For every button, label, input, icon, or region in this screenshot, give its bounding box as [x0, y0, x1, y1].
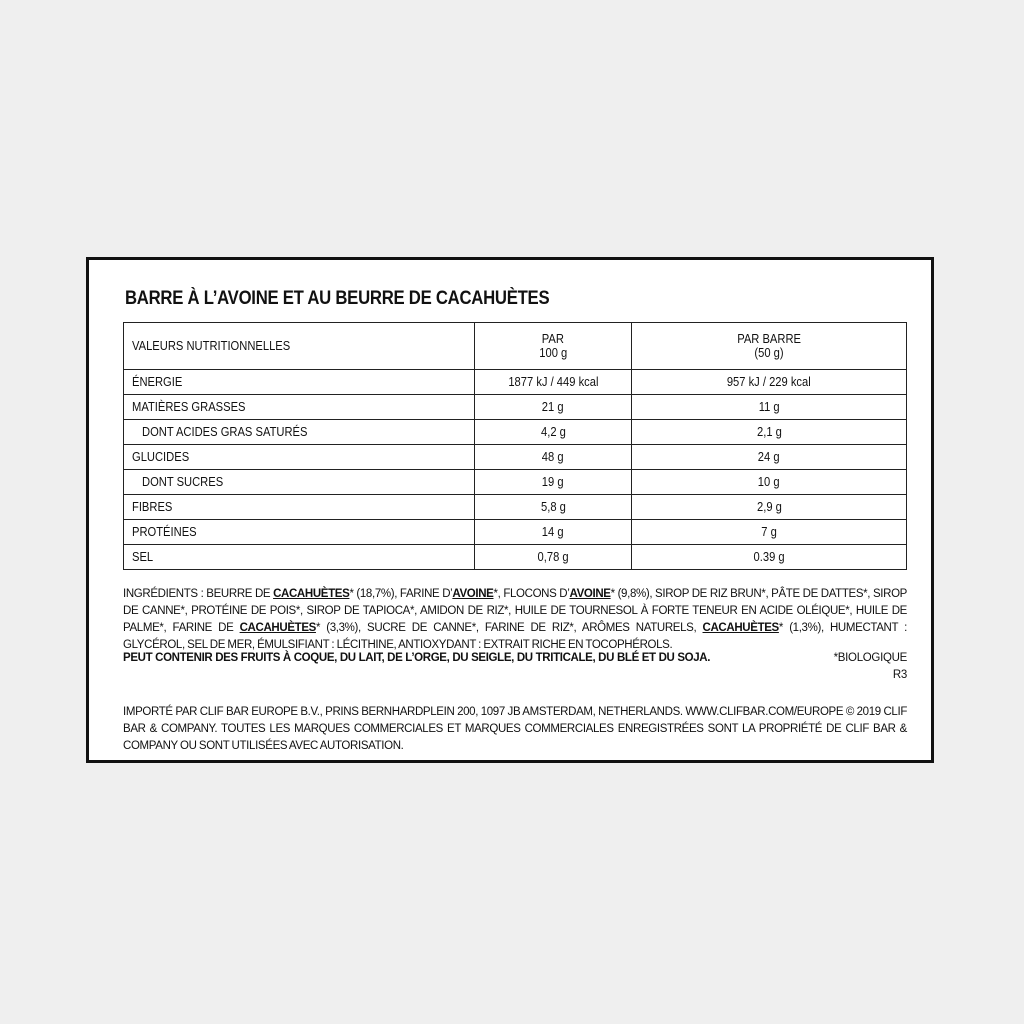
value-per-100g: 0,78 g [537, 549, 569, 564]
value-per-100g: 21 g [542, 399, 564, 414]
row-per100-energy [475, 370, 632, 395]
row-per100-sugars [475, 470, 632, 495]
row-name-salt [124, 545, 475, 570]
row-perbar-carbs [632, 445, 907, 470]
ingredients-part: *, FLOCONS D’ [493, 588, 570, 600]
ingredients-part: * (18,7%), FARINE D’ [349, 588, 453, 600]
table-row [124, 545, 907, 570]
ingredients-part: * (3,3%), SUCRE DE CANNE*, FARINE DE RIZ*, ARÔMES NATURELS, [315, 622, 703, 634]
value-per-bar: 0.39 g [753, 549, 785, 564]
header-per-bar-line1: PAR BARRE [737, 331, 801, 346]
ingredients-part: * (9,8%), SIROP DE RIZ BRUN*, PÂTE DE DATTES*, SIROP DE CANNE*, PROTÉINE DE POIS*, SIROP DE TAPIOCA*, AMIDON DE RIZ*, HUILE DE TOURNESOL À FORTE TENEUR EN ACIDE OLÉIQUE*, HUILE DE PALME*, FARINE DE [123, 588, 907, 634]
row-name-fat [124, 395, 475, 420]
ingredients-part: * (1,3%), HUMECTANT : GLYCÉROL, SEL DE MER, ÉMULSIFIANT : LÉCITHINE, ANTIOXYDANT : EXTRAIT RICHE EN TOCOPHÉROLS. [123, 622, 907, 651]
organic-note-block [834, 650, 907, 684]
row-per100-salt [475, 545, 632, 570]
allergen-highlight: CACAHUÈTES [702, 622, 779, 634]
ingredients-part: INGRÉDIENTS : BEURRE DE [123, 588, 274, 600]
importer-notice: IMPORTÉ PAR CLIF BAR EUROPE B.V., PRINS BERNHARDPLEIN 200, 1097 JB AMSTERDAM, NETHERLANDS. WWW.CLIFBAR.COM/EUROPE © 2019 CLIF BAR & COMPANY. TOUTES LES MARQUES COMMERCIALES ET MARQUES COMMERCIALES ENREGISTRÉES SONT LA PROPRIÉTÉ DE CLIF BAR & COMPANY OU SONT UTILISÉES AVEC AUTORISATION. [123, 706, 907, 752]
row-perbar-energy [632, 370, 907, 395]
table-row [124, 445, 907, 470]
table-header-row [124, 323, 907, 370]
nutrient-name: DONT SUCRES [142, 474, 224, 489]
row-name-protein [124, 520, 475, 545]
product-title: BARRE À L’AVOINE ET AU BEURRE DE CACAHUÈTES [125, 288, 550, 309]
value-per-bar: 11 g [758, 399, 780, 414]
nutrient-name: SEL [132, 549, 154, 564]
value-per-100g: 19 g [542, 474, 564, 489]
table-row [124, 470, 907, 495]
nutrient-name: DONT ACIDES GRAS SATURÉS [142, 424, 308, 439]
nutrition-label [86, 257, 934, 763]
nutrient-name: ÉNERGIE [132, 374, 183, 389]
table-row [124, 495, 907, 520]
table-row [124, 370, 907, 395]
header-per-100g [475, 323, 632, 370]
header-nutrition-values [124, 323, 475, 370]
ingredients-list [123, 586, 907, 654]
nutrient-name: FIBRES [132, 499, 173, 514]
row-per100-carbs [475, 445, 632, 470]
nutrient-name: GLUCIDES [132, 449, 190, 464]
value-per-100g: 48 g [542, 449, 564, 464]
allergen-highlight: CACAHUÈTES [273, 588, 350, 600]
value-per-bar: 957 kJ / 229 kcal [727, 374, 811, 389]
header-per-100g-line1: PAR [541, 331, 565, 346]
value-per-bar: 2,1 g [756, 424, 782, 439]
value-per-bar: 2,9 g [756, 499, 782, 514]
row-name-sugars [124, 470, 475, 495]
row-name-energy [124, 370, 475, 395]
value-per-bar: 24 g [758, 449, 780, 464]
header-per-bar [632, 323, 907, 370]
ingredients-text [123, 586, 907, 654]
header-nutrition-values-label: VALEURS NUTRITIONNELLES [132, 338, 291, 353]
value-per-100g: 5,8 g [540, 499, 566, 514]
allergen-highlight: AVOINE [452, 588, 494, 600]
row-perbar-fat [632, 395, 907, 420]
nutrient-name: MATIÈRES GRASSES [132, 399, 246, 414]
value-per-bar: 7 g [761, 524, 777, 539]
row-per100-saturated [475, 420, 632, 445]
table-row [124, 420, 907, 445]
organic-note: *BIOLOGIQUE [833, 652, 907, 664]
row-perbar-salt [632, 545, 907, 570]
allergen-highlight: CACAHUÈTES [239, 622, 316, 634]
allergen-highlight: AVOINE [569, 588, 611, 600]
row-per100-fat [475, 395, 632, 420]
row-perbar-fibre [632, 495, 907, 520]
header-per-bar-line2: (50 g) [754, 345, 784, 360]
nutrient-name: PROTÉINES [132, 524, 197, 539]
row-per100-protein [475, 520, 632, 545]
header-per-100g-line2: 100 g [538, 345, 567, 360]
label-code: R3 [892, 669, 907, 681]
nutrition-table [123, 322, 907, 570]
row-per100-fibre [475, 495, 632, 520]
value-per-100g: 1877 kJ / 449 kcal [507, 374, 599, 389]
table-row [124, 520, 907, 545]
row-name-saturated [124, 420, 475, 445]
value-per-100g: 14 g [542, 524, 564, 539]
row-perbar-saturated [632, 420, 907, 445]
value-per-100g: 4,2 g [540, 424, 566, 439]
value-per-bar: 10 g [758, 474, 780, 489]
row-perbar-sugars [632, 470, 907, 495]
row-name-fibre [124, 495, 475, 520]
allergen-row [123, 650, 907, 681]
row-perbar-protein [632, 520, 907, 545]
table-row [124, 395, 907, 420]
allergen-notice: PEUT CONTENIR DES FRUITS À COQUE, DU LAIT, DE L’ORGE, DU SEIGLE, DU TRITICALE, DU BLÉ ET DU SOJA. [123, 652, 711, 664]
row-name-carbs [124, 445, 475, 470]
